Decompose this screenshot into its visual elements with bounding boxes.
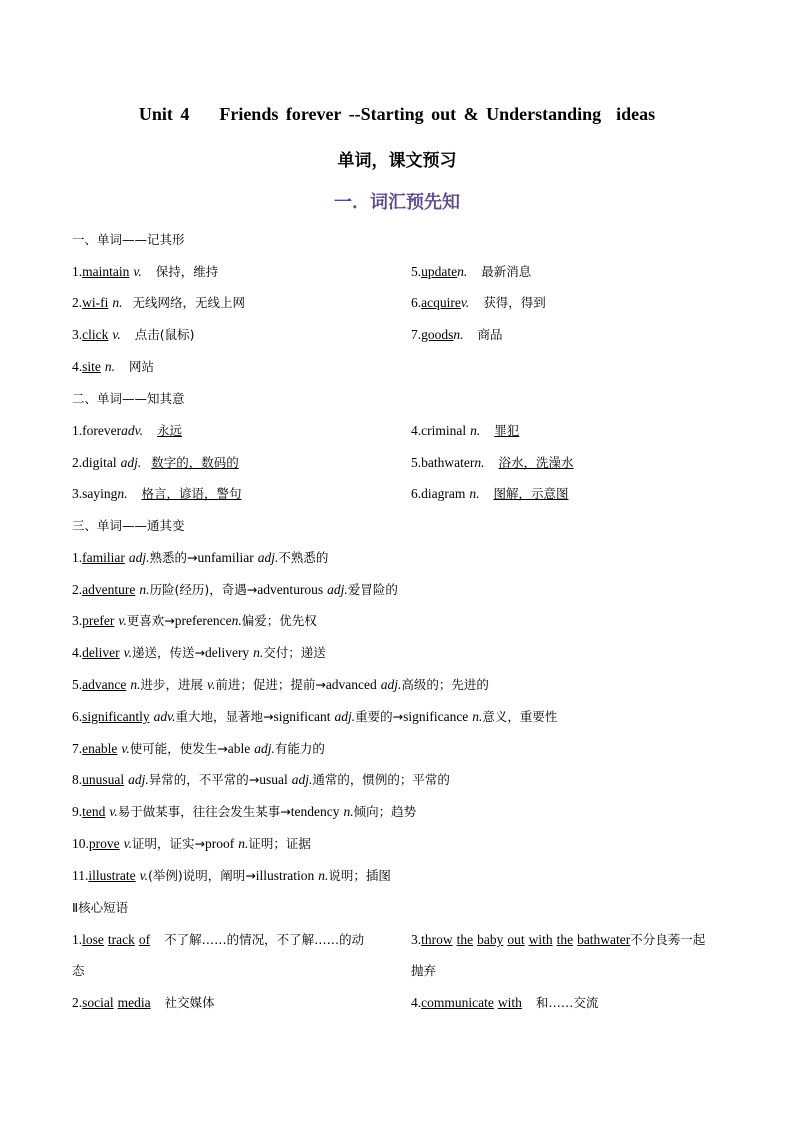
list-item: 1.maintain v. 保持，维持 — [72, 264, 219, 279]
list-item: 2.wi-fi n. 无线网络，无线上网 — [72, 295, 245, 310]
list-item: 3.sayingn. 格言，谚语，警句 — [72, 486, 242, 501]
list-item: 7.enable v.使可能，使发生→able adj.有能力的 — [72, 741, 325, 756]
phrase-item-cont: 抛弃 — [411, 963, 437, 978]
list-item: 2.adventure n.历险(经历)，奇遇→adventurous adj.爱冒险的 — [72, 582, 398, 597]
list-item: 4.deliver v.递送，传送→delivery n.交付；递送 — [72, 645, 326, 660]
list-item: 6.diagram n. 图解，示意图 — [411, 486, 569, 501]
phrases-heading: Ⅱ核心短语 — [72, 900, 129, 915]
list-item: 2.digital adj. 数字的，数码的 — [72, 455, 239, 470]
phrase-item: 3.throw the baby out with the bathwater不分良莠一起 — [411, 932, 706, 947]
phrase-item: 2.social media 社交媒体 — [72, 995, 215, 1010]
list-item: 5.updaten. 最新消息 — [411, 264, 532, 279]
list-item: 6.significantly adv.重大地，显著地→significant adj.重要的→significance n.意义，重要性 — [72, 709, 558, 724]
part1-heading: 一、单词——记其形 — [72, 232, 185, 247]
list-item: 5.advance n.进步，进展 v.前进；促进；提前→advanced adj.高级的；先进的 — [72, 677, 489, 692]
list-item: 11.illustrate v.(举例)说明，阐明→illustration n.说明；插图 — [72, 868, 391, 883]
phrase-item-cont: 态 — [72, 963, 85, 978]
list-item: 8.unusual adj.异常的，不平常的→usual adj.通常的，惯例的；平常的 — [72, 772, 450, 787]
list-item: 4.site n. 网站 — [72, 359, 154, 374]
part2-heading: 二、单词——知其意 — [72, 391, 185, 406]
list-item: 3.prefer v.更喜欢→preferencen.偏爱；优先权 — [72, 613, 317, 628]
phrase-item: 1.lose track of 不了解……的情况，不了解……的动 — [72, 932, 365, 947]
list-item: 5.bathwatern. 浴水，洗澡水 — [411, 455, 574, 470]
list-item: 10.prove v.证明，证实→proof n.证明；证据 — [72, 836, 311, 851]
phrase-item: 4.communicate with 和……交流 — [411, 995, 599, 1010]
list-item: 3.click v. 点击(鼠标) — [72, 327, 195, 342]
page-title: Unit 4 Friends forever --Starting out & Understanding ideas — [138, 104, 656, 124]
section-title: 一．词汇预先知 — [334, 192, 460, 213]
list-item: 4.criminal n. 罪犯 — [411, 423, 520, 438]
list-item: 7.goodsn. 商品 — [411, 327, 503, 342]
page-subtitle: 单词，课文预习 — [337, 151, 457, 171]
list-item: 1.familiar adj.熟悉的→unfamiliar adj.不熟悉的 — [72, 550, 329, 565]
list-item: 1.foreveradv. 永远 — [72, 423, 182, 438]
list-item: 9.tend v.易于做某事，往往会发生某事→tendency n.倾向；趋势 — [72, 804, 417, 819]
list-item: 6.acquirev. 获得，得到 — [411, 295, 546, 310]
part3-heading: 三、单词——通其变 — [72, 518, 185, 533]
